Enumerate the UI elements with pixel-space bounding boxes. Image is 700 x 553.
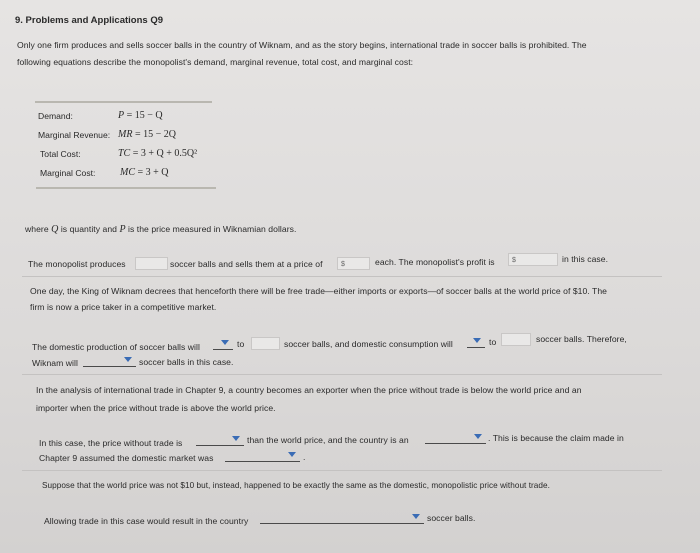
q2-text-e: soccer balls in this case. <box>139 357 234 367</box>
q3-text-d: Chapter 9 assumed the domestic market was <box>39 453 214 463</box>
suppose-text: Suppose that the world price was not $10 but, instead, happened to be exactly the same as the domestic, monopolistic price without trade. <box>42 481 550 490</box>
equation-label: Demand: <box>38 111 73 121</box>
where-text: where <box>25 224 52 234</box>
equation-lhs: P <box>118 110 125 121</box>
production-quantity-input[interactable] <box>251 337 280 350</box>
chevron-down-icon <box>412 514 420 519</box>
equation-lhs: MR <box>118 129 133 140</box>
equation-label: Marginal Revenue: <box>38 130 111 140</box>
trade-direction-dropdown[interactable] <box>83 354 136 367</box>
analysis-line-1: In the analysis of international trade in Chapter 9, a country becomes an exporter when the price without trade is below the world price and an <box>36 385 582 395</box>
equation-rhs: = 3 + Q <box>135 167 169 178</box>
chevron-down-icon <box>232 436 240 441</box>
where-text: is the price measured in Wiknamian dollars. <box>125 224 297 234</box>
price-comparison-dropdown[interactable] <box>196 433 244 446</box>
equation-label: Marginal Cost: <box>40 168 96 178</box>
q1-text-d: in this case. <box>562 254 609 264</box>
q2-text-b: soccer balls, and domestic consumption will <box>284 339 453 349</box>
trade-result-dropdown[interactable] <box>260 511 424 524</box>
equations-table <box>38 110 238 190</box>
divider <box>22 374 662 375</box>
q2-text-d: Wiknam will <box>32 358 78 368</box>
where-p: P <box>119 224 126 235</box>
divider <box>22 470 662 471</box>
equation-rhs: = 15 − 2Q <box>132 129 176 140</box>
q3-text-e: . <box>303 452 306 462</box>
chevron-down-icon <box>221 340 229 345</box>
consumption-quantity-input[interactable] <box>501 333 531 346</box>
q2-text-c: soccer balls. Therefore, <box>536 334 627 344</box>
production-change-dropdown[interactable] <box>213 337 233 350</box>
dollar-sign: $ <box>341 261 345 268</box>
intro-line-2: following equations describe the monopolist's demand, marginal revenue, total cost, and marginal cost: <box>17 57 414 67</box>
q1-text-b: soccer balls and sells them at a price of <box>170 259 323 269</box>
chevron-down-icon <box>473 338 481 343</box>
equation-rhs: = 15 − Q <box>124 110 163 121</box>
problem-title: 9. Problems and Applications Q9 <box>15 15 163 26</box>
profit-input[interactable] <box>508 253 558 266</box>
equation-rhs: = 3 + Q + 0.5Q² <box>130 148 198 159</box>
q4-text-b: soccer balls. <box>427 513 476 523</box>
market-structure-dropdown[interactable] <box>225 449 300 462</box>
q2-text-a: The domestic production of soccer balls will <box>32 342 200 352</box>
q3-text-a: In this case, the price without trade is <box>39 438 183 448</box>
variable-definitions <box>25 222 296 237</box>
chevron-down-icon <box>124 357 132 362</box>
price-input[interactable] <box>337 257 370 270</box>
consumption-change-dropdown[interactable] <box>467 335 485 348</box>
scenario-line-2: firm is now a price taker in a competitive market. <box>30 302 217 312</box>
intro-line-1: Only one firm produces and sells soccer balls in the country of Wiknam, and as the story begins, international trade in soccer balls is prohibited. The <box>17 40 587 50</box>
where-text: is quantity and <box>58 224 120 234</box>
equation-label: Total Cost: <box>40 149 81 159</box>
scenario-line-1: One day, the King of Wiknam decrees that henceforth there will be free trade—either imports or exports—of soccer balls at the world price of $10. The <box>30 286 607 296</box>
q3-text-c: . This is because the claim made in <box>488 433 624 443</box>
quantity-input[interactable] <box>135 257 168 270</box>
equation-lhs: TC <box>118 148 131 159</box>
q2-to-1: to <box>237 339 245 349</box>
q2-to-2: to <box>489 337 497 347</box>
chevron-down-icon <box>288 452 296 457</box>
equation-lhs: MC <box>120 167 135 178</box>
equations-bottom-rule <box>36 187 216 189</box>
chevron-down-icon <box>474 434 482 439</box>
q4-text-a: Allowing trade in this case would result in the country <box>44 516 249 526</box>
q3-text-b: than the world price, and the country is an <box>247 435 409 445</box>
equations-top-rule <box>35 101 212 103</box>
importer-exporter-dropdown[interactable] <box>425 431 486 444</box>
q1-text-c: each. The monopolist's profit is <box>375 257 495 267</box>
divider <box>22 276 662 277</box>
q1-text-a: The monopolist produces <box>28 259 126 269</box>
dollar-sign: $ <box>512 257 516 264</box>
analysis-line-2: importer when the price without trade is above the world price. <box>36 403 276 413</box>
where-q: Q <box>51 224 59 235</box>
